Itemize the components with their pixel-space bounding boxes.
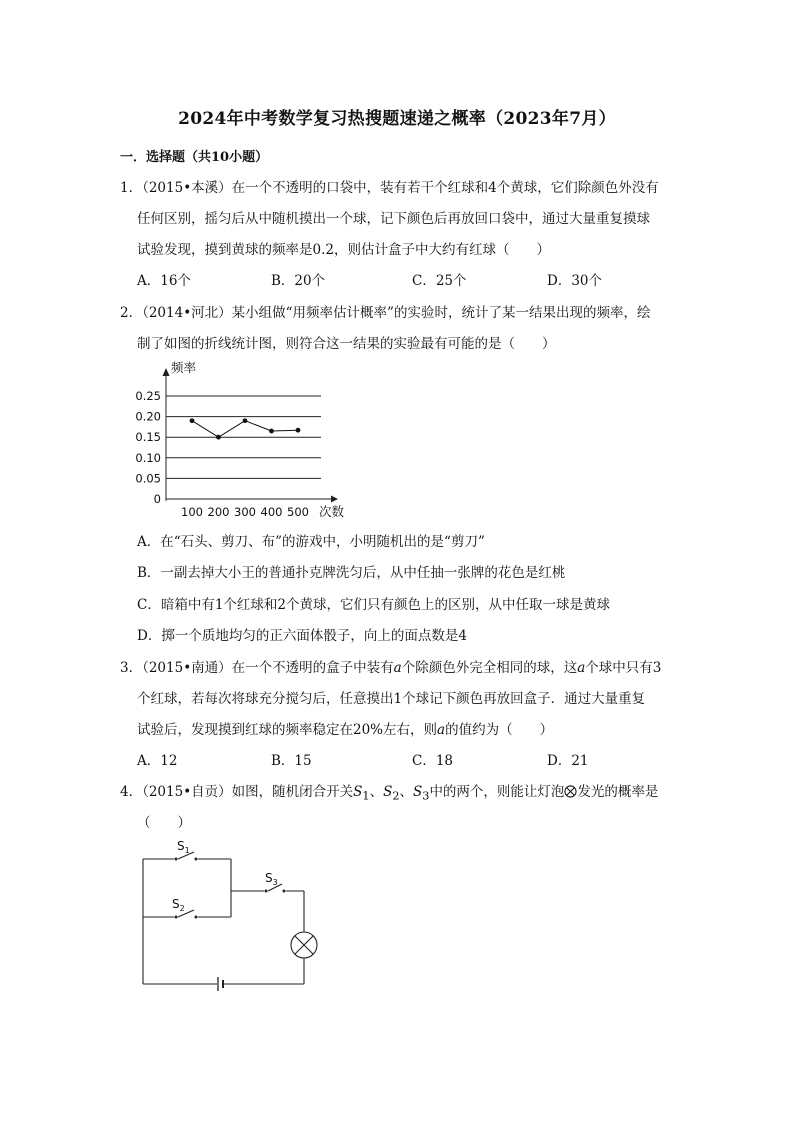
q4-sep-1: 、 <box>369 784 384 800</box>
y-tick-label: 0.15 <box>135 430 161 445</box>
y-axis-arrow <box>163 368 170 376</box>
q4-s1: S <box>353 784 363 800</box>
y-tick-label: 0.20 <box>135 409 161 424</box>
switch-s2-contact <box>175 916 178 919</box>
data-point <box>296 428 301 433</box>
q4-line-1-part-c: 发光的概率是 <box>577 784 659 800</box>
y-tick-label: 0.10 <box>135 450 161 465</box>
q1-line-3: 试验发现，摸到黄球的频率是0.2，则估计盒子中大约有红球（ ） <box>137 242 550 258</box>
q3-line-3 <box>137 718 553 738</box>
data-point <box>269 429 274 434</box>
switch-s1-contact <box>175 858 178 861</box>
q4-s1-sub: 1 <box>362 789 370 803</box>
q4-s2: S <box>383 784 393 800</box>
q3-var-a-3: a <box>437 722 446 738</box>
q4-line-1-part-a: 4．（2015•自贡）如图，随机闭合开关 <box>120 784 354 800</box>
q2-option-b: B．一副去掉大小王的普通扑克牌洗匀后，从中任抽一张牌的花色是红桃 <box>137 565 566 581</box>
q1-option-a: A．16个 <box>137 273 191 289</box>
q2-option-a: A．在“石头、剪刀、布”的游戏中，小明随机出的是“剪刀” <box>137 534 485 550</box>
label-s2: $S_2$ <box>172 897 185 913</box>
q3-line-3-part-b: 的值约为（ ） <box>445 722 554 738</box>
battery-icon <box>218 977 223 991</box>
x-tick-label: 200 <box>207 505 230 519</box>
q1-option-c: C．25个 <box>412 273 467 289</box>
q4-s2-sub: 2 <box>392 789 400 803</box>
section-heading: 一．选择题（共10小题） <box>120 150 269 165</box>
data-point <box>216 435 221 440</box>
x-tick-label: 500 <box>287 505 309 519</box>
q3-option-a: A．12 <box>137 753 178 769</box>
q2-option-d: D．掷一个质地均匀的正六面体骰子，向上的面点数是4 <box>137 628 467 644</box>
q3-line-1-part-a: 3．（2015•南通）在一个不透明的盒子中装有 <box>120 660 394 676</box>
q3-option-d: D．21 <box>547 753 589 769</box>
q3-option-b: B．15 <box>271 753 312 769</box>
switch-s3-contact <box>265 890 268 893</box>
y-axis-title: 频率 <box>171 360 197 375</box>
q1-option-b: B．20个 <box>271 273 326 289</box>
x-axis-arrow <box>331 496 338 503</box>
frequency-line-chart <box>128 356 358 522</box>
x-axis-title: 次数 <box>319 504 345 519</box>
q4-line-1 <box>120 780 658 803</box>
y-tick-label: 0.05 <box>135 471 161 486</box>
frequency-series-line <box>192 421 298 437</box>
label-s3: $S_3$ <box>265 871 278 887</box>
q3-line-1-part-c: 个球中只有3 <box>585 660 662 676</box>
q3-line-2: 个红球，若每次将球充分搅匀后，任意摸出1个球记下颜色再放回盒子．通过大量重复 <box>137 691 646 707</box>
q4-sep-2: 、 <box>399 784 414 800</box>
q3-var-a-1: a <box>393 660 402 676</box>
circuit-diagram <box>130 838 340 998</box>
q4-line-1-part-b: 中的两个，则能让灯泡 <box>429 784 565 800</box>
x-tick-label: 100 <box>181 505 203 519</box>
y-tick-label: 0.25 <box>135 389 161 403</box>
x-tick-label: 300 <box>234 505 256 519</box>
x-tick-label: 400 <box>260 505 283 519</box>
q3-option-c: C．18 <box>412 753 454 769</box>
data-point <box>243 418 248 423</box>
q2-line-2: 制了如图的折线统计图，则符合这一结果的实验最有可能的是（ ） <box>137 336 556 352</box>
q2-option-c: C．暗箱中有1个红球和2个黄球，它们只有颜色上的区别，从中任取一球是黄球 <box>137 597 611 613</box>
q3-line-1-part-b: 个除颜色外完全相同的球，这 <box>401 660 578 676</box>
q3-var-a-2: a <box>577 660 586 676</box>
q4-s3-sub: 3 <box>422 789 430 803</box>
q2-line-1: 2．（2014•河北）某小组做“用频率估计概率”的实验时，统计了某一结果出现的频率，绘 <box>120 305 651 321</box>
circuit-bulb-icon <box>291 932 317 958</box>
q1-option-d: D．30个 <box>547 273 603 289</box>
q4-line-2: （ ） <box>137 815 191 831</box>
y-tick-label: 0 <box>153 492 161 506</box>
label-s1: $S_1$ <box>177 839 190 855</box>
page-title: 2024年中考数学复习热搜题速递之概率（2023年7月） <box>178 109 616 129</box>
q3-line-1 <box>120 656 661 676</box>
data-point <box>190 418 195 423</box>
q1-line-1: 1．（2015•本溪）在一个不透明的口袋中，装有若干个红球和4个黄球，它们除颜色外没有 <box>120 180 659 196</box>
q4-s3: S <box>413 784 423 800</box>
q1-line-2: 任何区别，摇匀后从中随机摸出一个球，记下颜色后再放回口袋中，通过大量重复摸球 <box>137 211 650 227</box>
q3-line-3-part-a: 试验后，发现摸到红球的频率稳定在20%左右，则 <box>137 722 438 738</box>
bulb-icon <box>564 785 577 798</box>
